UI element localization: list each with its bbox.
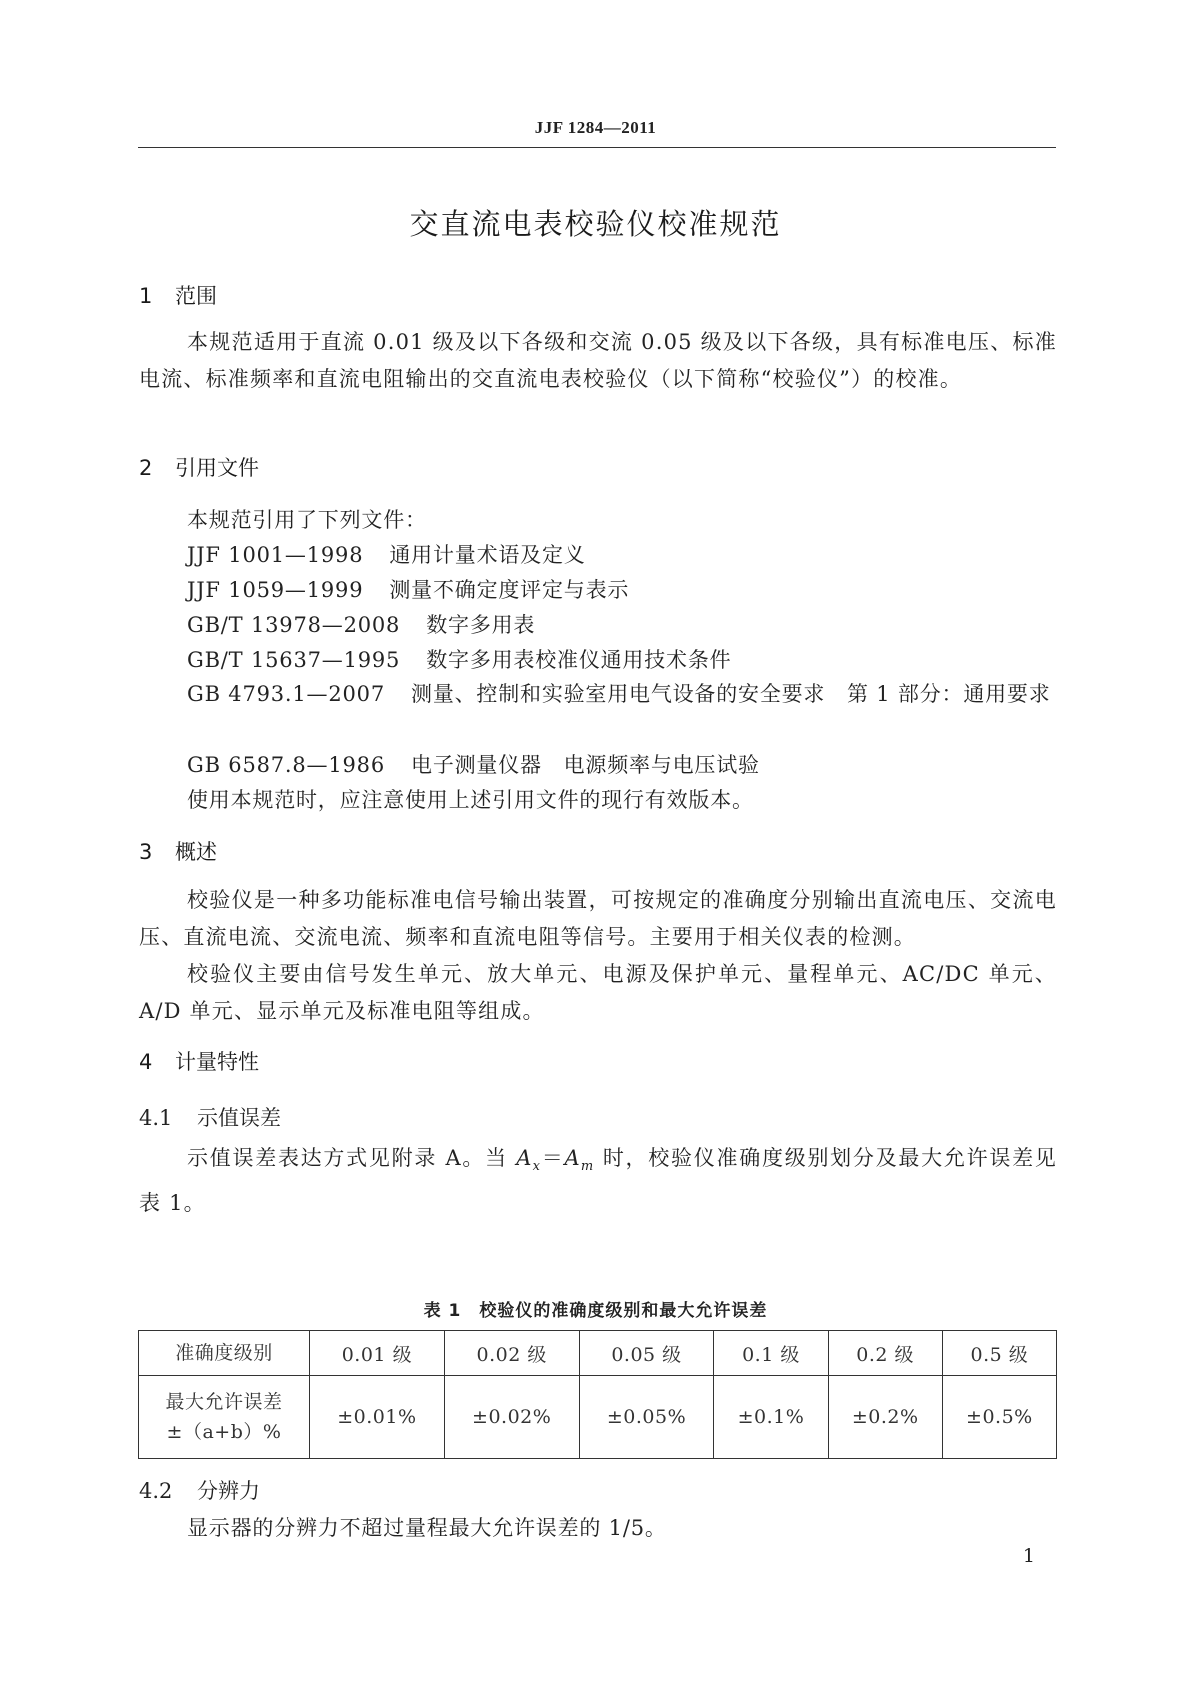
reference-code: GB 4793.1—2007 xyxy=(187,682,386,706)
accuracy-table xyxy=(138,1330,1057,1459)
section-3-heading xyxy=(139,836,217,866)
section-2-intro: 本规范引用了下列文件： xyxy=(187,508,427,532)
subsection-4-1-heading xyxy=(139,1102,281,1132)
subsection-4-2-heading xyxy=(139,1475,260,1505)
section-3-title: 概述 xyxy=(175,840,217,864)
symbol-a-m: A xyxy=(564,1146,581,1170)
section-2-heading xyxy=(139,452,259,482)
reference-name: 数字多用表校准仪通用技术条件 xyxy=(426,648,732,672)
grade-cell: 0.02 级 xyxy=(444,1331,579,1376)
grade-cell: 0.1 级 xyxy=(714,1331,828,1376)
header-rule xyxy=(138,147,1056,148)
table-1-caption: 表 1 校验仪的准确度级别和最大允许误差 xyxy=(423,1301,768,1321)
reference-name: 通用计量术语及定义 xyxy=(389,543,586,567)
reference-item xyxy=(187,749,760,779)
section-1-title: 范围 xyxy=(175,284,217,308)
section-4-title: 计量特性 xyxy=(175,1050,259,1074)
section-3-paragraph-2: 校验仪主要由信号发生单元、放大单元、电源及保护单元、量程单元、AC/DC 单元、A/D 单元、显示单元及标准电阻等组成。 xyxy=(139,962,1057,1023)
subsection-4-1-paragraph xyxy=(139,1140,1057,1222)
table-row-errors xyxy=(139,1376,1057,1459)
symbol-a-x-subscript: x xyxy=(532,1159,542,1175)
reference-code: GB/T 13978—2008 xyxy=(187,613,401,637)
reference-item xyxy=(187,574,629,604)
reference-code: GB/T 15637—1995 xyxy=(187,648,401,672)
section-2-note: 使用本规范时，应注意使用上述引用文件的现行有效版本。 xyxy=(187,788,754,812)
subsection-4-2-title: 分辨力 xyxy=(197,1479,260,1503)
section-4-heading xyxy=(139,1046,259,1076)
symbol-a-m-subscript: m xyxy=(580,1159,595,1175)
page-number: 1 xyxy=(1022,1545,1035,1567)
symbol-a-x: A xyxy=(516,1146,533,1170)
section-1-paragraph: 本规范适用于直流 0.01 级及以下各级和交流 0.05 级及以下各级，具有标准电压、标准电流、标准频率和直流电阻输出的交直流电表校验仪（以下简称“校验仪”）的校准。 xyxy=(139,330,1057,391)
reference-item xyxy=(187,644,731,674)
grade-cell: 0.01 级 xyxy=(310,1331,445,1376)
subsection-4-1-number: 4.1 xyxy=(139,1106,173,1130)
error-label-line-2: ±（a+b）% xyxy=(166,1421,282,1443)
reference-code: GB 6587.8—1986 xyxy=(187,753,386,777)
error-label-line-1: 最大允许误差 xyxy=(165,1391,283,1413)
section-4-number: 4 xyxy=(139,1050,153,1074)
error-cell: ±0.5% xyxy=(942,1376,1056,1459)
paragraph-text-b: 时，校验仪准确度级别划分及最大允许误差见表 1。 xyxy=(139,1146,1058,1216)
subsection-4-2-number: 4.2 xyxy=(139,1479,173,1503)
equals-sign: ＝ xyxy=(541,1146,565,1170)
reference-code: JJF 1001—1998 xyxy=(187,543,364,567)
grade-cell: 0.05 级 xyxy=(579,1331,714,1376)
section-1-heading xyxy=(139,280,217,310)
header-standard-code: JJF 1284—2011 xyxy=(534,118,657,137)
table-row-grades xyxy=(139,1331,1057,1376)
error-cell: ±0.01% xyxy=(310,1376,445,1459)
subsection-4-2-paragraph: 显示器的分辨力不超过量程最大允许误差的 1/5。 xyxy=(187,1516,667,1540)
reference-name: 测量不确定度评定与表示 xyxy=(389,578,630,602)
document-title: 交直流电表校验仪校准规范 xyxy=(409,207,782,241)
error-cell: ±0.2% xyxy=(828,1376,942,1459)
grade-cell: 0.2 级 xyxy=(828,1331,942,1376)
reference-name: 电子测量仪器 电源频率与电压试验 xyxy=(411,753,760,777)
section-3-paragraph-1: 校验仪是一种多功能标准电信号输出装置，可按规定的准确度分别输出直流电压、交流电压、直流电流、交流电流、频率和直流电阻等信号。主要用于相关仪表的检测。 xyxy=(139,888,1057,949)
reference-name: 测量、控制和实验室用电气设备的安全要求 第 1 部分：通用要求 xyxy=(411,682,1051,706)
section-1-number: 1 xyxy=(139,284,153,308)
reference-item xyxy=(187,609,535,639)
error-cell: ±0.1% xyxy=(714,1376,828,1459)
section-2-number: 2 xyxy=(139,456,153,480)
reference-item xyxy=(139,676,1057,713)
paragraph-text-a: 示值误差表达方式见附录 A。当 xyxy=(187,1146,517,1170)
reference-name: 数字多用表 xyxy=(426,613,536,637)
reference-code: JJF 1059—1999 xyxy=(187,578,364,602)
section-3-number: 3 xyxy=(139,840,153,864)
error-cell: ±0.02% xyxy=(444,1376,579,1459)
error-label-cell xyxy=(139,1376,310,1459)
reference-item xyxy=(187,539,586,569)
error-cell: ±0.05% xyxy=(579,1376,714,1459)
grade-cell: 0.5 级 xyxy=(942,1331,1056,1376)
grade-label-cell: 准确度级别 xyxy=(139,1331,310,1376)
section-2-title: 引用文件 xyxy=(175,456,259,480)
subsection-4-1-title: 示值误差 xyxy=(197,1106,281,1130)
